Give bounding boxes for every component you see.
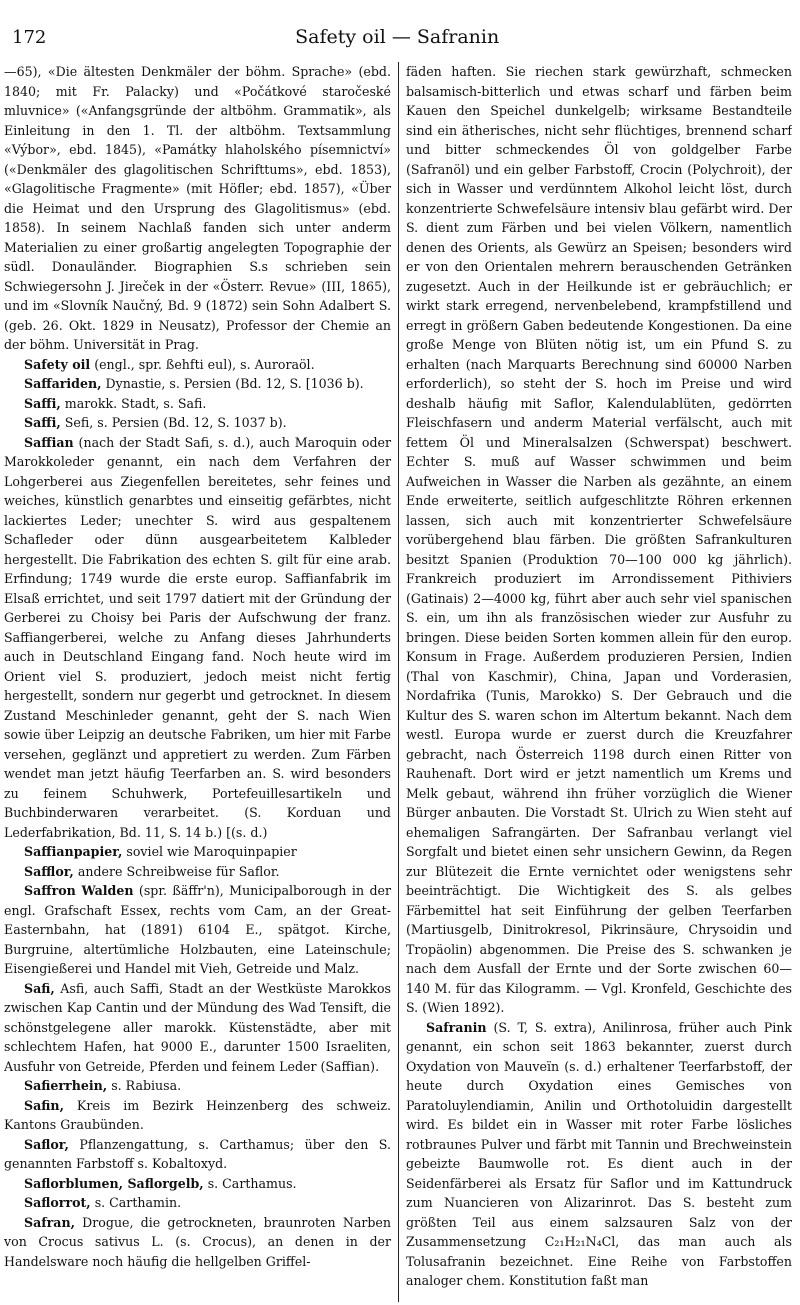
entry-headword: Safran, (24, 1214, 76, 1230)
dictionary-entry (4, 1076, 391, 1096)
entry-headword: Saffron Walden (24, 883, 134, 898)
page-header (4, 26, 796, 56)
right-column (398, 62, 792, 1302)
dictionary-entry (4, 413, 391, 433)
entry-text: Pflanzengattung, s. Carthamus; über den S. genannten Farbstoff s. Kobaltoxyd. (4, 1136, 391, 1171)
entry-text: Drogue, die getrockneten, braunroten Narben von Crocus sativus L. (s. Crocus), an denen in der Handelsware noch häufig die hellgelben Griffel- (4, 1214, 391, 1269)
entry-headword: Saflorblumen, Saflorgelb, (24, 1175, 204, 1191)
page-number: 172 (12, 27, 47, 48)
running-title: Safety oil — Safranin (295, 26, 500, 48)
entry-text: Dynastie, s. Persien (Bd. 12, S. [1036 b). (101, 376, 364, 391)
dictionary-entry (4, 62, 391, 355)
entry-text: marokk. Stadt, s. Safi. (60, 395, 207, 411)
entry-text: Sefi, s. Persien (Bd. 12, S. 1037 b). (60, 415, 287, 430)
entry-headword: Safflor, (24, 863, 74, 879)
entry-text: soviel wie Maroquinpapier (122, 844, 297, 859)
dictionary-entry (4, 433, 391, 843)
entry-text: andere Schreibweise für Saflor. (73, 863, 280, 879)
entry-text: s. Carthamus. (203, 1175, 297, 1191)
dictionary-entry (4, 1135, 391, 1174)
dictionary-entry (4, 881, 391, 979)
dictionary-entry (4, 1193, 391, 1213)
entry-headword: Saflorrot, (24, 1195, 91, 1210)
dictionary-entry (4, 355, 391, 375)
entry-headword: Safety oil (24, 356, 91, 372)
entry-headword: Saffi, (24, 415, 61, 430)
dictionary-entry (4, 394, 391, 414)
entry-headword: Saffariden, (24, 376, 102, 391)
entry-text: (S. T, S. extra), Anilinrosa, früher auch Pink genannt, ein schon seit 1863 bekannter, zuerst durch Oxydation von Mauveïn (s. d.) erhaltener Teerfarbstoff, der heute durch Oxydation eines Gemisches von Paratoluylendiamin, Anilin und Orthotoluidin dargestellt wird. Es bildet ein in Wasser mit roter Farbe lösliches rotbraunes Pulver und färbt mit Tannin und Brechweinstein gebeizte Baumwolle rot. Es dient auch in der Seidenfärberei als Ersatz für Saflor und im Kattundruck zum Nuancieren von Alizarinrot. Das S. besteht zum größten Teil aus einem salzsauren Salz von der Zusammensetzung C₂₁H₂₁N₄Cl, das man auch als Tolusafranin bezeichnet. Eine Reihe von Farbstoffen analoger chem. Konstitution faßt man (406, 1019, 792, 1288)
dictionary-entry (406, 1018, 792, 1291)
entry-text: (engl., spr. ßehfti eul), s. Auroraöl. (90, 356, 315, 372)
entry-text: s. Rabiusa. (107, 1078, 182, 1093)
entry-text: Asfi, auch Saffi, Stadt an der Westküste Marokkos zwischen Kap Cantin und der Mündung des Wad Tensift, die schönstgelegene aller marokk. Küstenstädte, aber mit schlechtem Hafen, hat 9000 E., darunter 1500 Israeliten, Ausfuhr von Getreide, Pferden und feinem Leder (Saffian). (4, 980, 391, 1074)
entry-text: s. Carthamin. (90, 1195, 182, 1210)
entry-text: —65), «Die ältesten Denkmäler der böhm. Sprache» (ebd. 1840; mit Fr. Palacky) und «Počátkové staročeské mluvnice» («Anfangsgründe der altböhm. Grammatik», als Einleitung in den 1. Tl. der altböhm. Textsammlung «Výbor», ebd. 1845), «Památky hlaholského písemnictví» («Denkmäler des glagolitischen Schrifttums», ebd. 1853), «Glagolitische Fragmente» (mit Höfler; ebd. 1857), «Über die Heimat und den Ursprung des Glagolitismus» (ebd. 1858). In seinem Nachlaß fanden sich unter anderm Materialien zu einer großartig angelegten Topographie der südl. Donauländer. Biographien S.s schrieben sein Schwiegersohn J. Jireček in der «Österr. Revue» (III, 1865), und im «Slovník Naučný, Bd. 9 (1872) sein Sohn Adalbert S. (geb. 26. Okt. 1829 in Neusatz), Professor der Chemie an der böhm. Universität in Prag. (4, 64, 391, 352)
text-columns (4, 62, 796, 1302)
entry-headword: Saffi, (24, 395, 61, 411)
entry-headword: Saflor, (24, 1136, 69, 1152)
dictionary-entry (4, 862, 391, 882)
dictionary-entry (4, 1174, 391, 1194)
dictionary-entry (4, 842, 391, 862)
left-column (4, 62, 398, 1302)
entry-headword: Safranin (426, 1019, 487, 1035)
entry-text: Kreis im Bezirk Heinzenberg des schweiz. Kantons Graubünden. (4, 1097, 391, 1132)
dictionary-entry (4, 1213, 391, 1272)
entry-headword: Saffian (24, 434, 74, 450)
entry-headword: Safierrhein, (24, 1078, 108, 1093)
dictionary-entry (4, 979, 391, 1077)
entry-text: (nach der Stadt Safi, s. d.), auch Maroquin oder Marokkoleder genannt, ein nach dem Verfahren der Lohgerberei aus Ziegenfellen bereitetes, sehr feines und weiches, künstlich genarbtes und einseitig gefärbtes, nicht lackiertes Leder; unechter S. wird aus gespaltenem Schafleder oder dünn ausgearbeitetem Kalbleder hergestellt. Die Fabrikation des echten S. gilt für eine arab. Erfindung; 1749 wurde die erste europ. Saffianfabrik im Elsaß errichtet, und seit 1797 datiert mit der Gründung der Gerberei zu Choisy bei Paris der Aufschwung der franz. Saffiangerberei, welche zu Anfang dieses Jahrhunderts auch in Deutschland Eingang fand. Noch heute wird im Orient viel S. produziert, jedoch meist nicht fertig hergestellt, sondern nur gegerbt und getrocknet. In diesem Zustand Meschinleder genannt, geht der S. nach Wien sowie über Leipzig an deutsche Fabriken, um hier mit Farbe versehen, geglänzt und appretiert zu werden. Zum Färben wendet man jetzt häufig Teerfarben an. S. wird besonders zu feinem Schuhwerk, Portefeuillesartikeln und Buchbinderwaren verarbeitet. (S. Korduan und Lederfabrikation, Bd. 11, S. 14 b.) [(s. d.) (4, 434, 391, 840)
entry-headword: Safin, (24, 1097, 64, 1113)
dictionary-entry (406, 62, 792, 1018)
entry-text: (spr. ßäffr'n), Municipalborough in der engl. Grafschaft Essex, rechts vom Cam, an der Great-Easternbahn, hat (1891) 6104 E., spätgot. Kirche, Burgruine, altertümliche Holzbauten, eine Lateinschule; Eisengießerei und Handel mit Vieh, Getreide und Malz. (4, 883, 391, 976)
dictionary-entry (4, 374, 391, 394)
entry-headword: Saffianpapier, (24, 844, 123, 859)
entry-headword: Safi, (24, 980, 55, 996)
entry-text: fäden haften. Sie riechen stark gewürzhaft, schmecken balsamisch-bitterlich und etwas scharf und färben beim Kauen den Speichel dunkelgelb; wirksame Bestandteile sind ein ätherisches, nicht sehr flüchtiges, brennend scharf und bitter schmeckendes Öl von goldgelber Farbe (Safranöl) und ein gelber Farbstoff, Crocin (Polychroit), der sich in Wasser und verdünntem Alkohol leicht löst, durch konzentrierte Schwefelsäure intensiv blau gefärbt wird. Der S. dient zum Färben und bei vielen Völkern, namentlich denen des Orients, als Gewürz an Speisen; besonders wird er von den Orientalen mehrern berauschenden Getränken zugesetzt. Auch in der Heilkunde ist er gebräuchlich; er wirkt stark erregend, nervenbelebend, krampfstillend und erregt in größern Gaben bedeutende Kongestionen. Da eine große Menge von Blüten nötig ist, um ein Pfund S. zu erhalten (nach Marquarts Berechnung sind 60000 Narben erforderlich), so steht der S. hoch im Preise und wird deshalb häufig mit Saflor, Kalendulablüten, gedörrten Fleischfasern und anderm Material verfälscht, auch mit fettem Öl und Mineralsalzen (Schwerspat) beschwert. Echter S. muß auf Wasser schwimmen und beim Aufweichen in Wasser die Narben als gezähnte, an einem Ende erweiterte, seitlich aufgeschlitzte Röhren erkennen lassen, sich auch mit konzentrierter Schwefelsäure vorübergehend blau färben. Die größten Safrankulturen besitzt Spanien (Produktion 70—100 000 kg jährlich). Frankreich produziert im Arrondissement Pithiviers (Gatinais) 2—4000 kg, führt aber auch sehr viel spanischen S. ein, um ihn als französischen wieder zur Ausfuhr zu bringen. Diese beiden Sorten kommen allein für den europ. Konsum in Frage. Außerdem produzieren Persien, Indien (Thal von Kaschmir), China, Japan und Vorderasien, Nordafrika (Tunis, Marokko) S. Der Gebrauch und die Kultur des S. waren schon im Altertum bekannt. Nach dem westl. Europa wurde er zuerst durch die Kreuzfahrer gebracht, nach Österreich 1198 durch einen Ritter von Rauhenaft. Dort wird er jetzt namentlich um Krems und Melk gebaut, während ihn früher vorzüglich die Wiener Bürger anbauten. Die Vorstadt St. Ulrich zu Wien steht auf ehemaligen Safrangärten. Der Safranbau verlangt viel Sorgfalt und bietet einen sehr unsichern Gewinn, da Regen zur Blütezeit die Ernte vernichtet oder wenigstens sehr beeinträchtigt. Die Wichtigkeit des S. als gelbes Färbemittel hat seit Einführung der gelben Teerfarben (Martiusgelb, Dinitrokresol, Pikrinsäure, Chrysoidin und Tropäolin) abgenommen. Die Preise des S. schwanken je nach dem Ausfall der Ernte und der Sorte zwischen 60—140 M. für das Kilogramm. — Vgl. Kronfeld, Geschichte des S. (Wien 1892). (406, 64, 792, 1015)
dictionary-entry (4, 1096, 391, 1135)
